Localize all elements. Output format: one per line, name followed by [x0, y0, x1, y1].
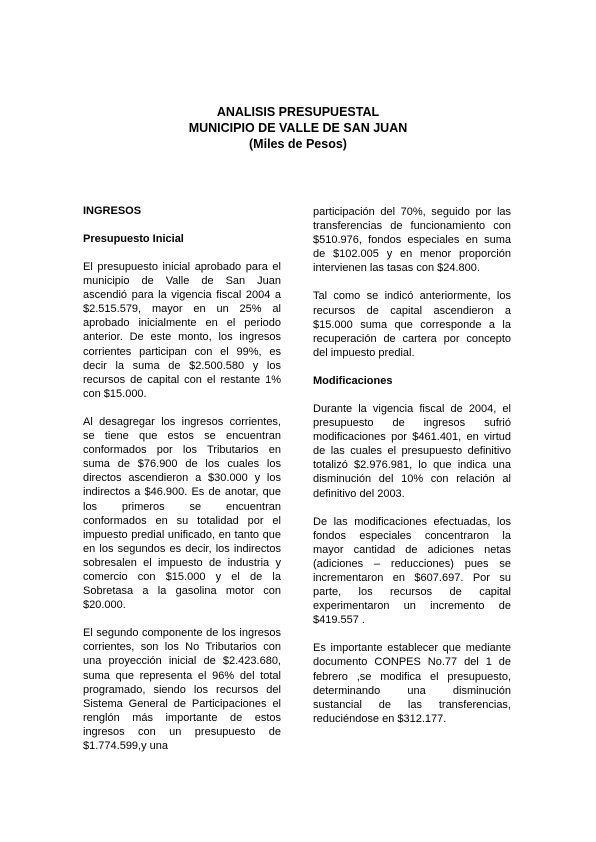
paragraph: Tal como se indicó anteriormente, los recursos de capital ascendieron a $15.000 suma que corresponde a la recuperación de cartera por concepto del impuesto predial.: [313, 290, 511, 359]
paragraph: Al desagregar los ingresos corrientes, se tiene que estos se encuentran conformados por los Tributarios en suma de $76.900 de los cuales los directos ascendieron a $30.000 y los indirectos a $46.900. Es de anotar, que los primeros se encuentran conformados en su totalidad por el impuesto predial unificado, en tanto que en los segundos es decir, los indirectos sobresalen el impuesto de industria y comercio con $15.000 y el de la Sobretasa a la gasolina motor con $20.000.: [83, 415, 281, 612]
right-column: [313, 205, 511, 740]
document-title: [0, 104, 596, 152]
subheading-modificaciones: Modificaciones: [313, 374, 393, 387]
paragraph: El segundo componente de los ingresos corrientes, son los No Tributarios con una proyección inicial de $2.423.680, suma que representa el 96% del total programado, siendo los recursos del Sistema General de Participaciones el renglón más importante de estos ingresos con un presupuesto de $1.774.599,y una: [83, 627, 281, 752]
paragraph: El presupuesto inicial aprobado para el municipio de Valle de San Juan ascendió para la vigencia fiscal 2004 a $2.515.579, mayor en un 25% al aprobado inicialmente en el periodo anterior. De este monto, los ingresos corrientes participan con el 99%, es decir la suma de $2.500.580 y los recursos de capital con el restante 1% con $15.000.: [83, 261, 281, 400]
title-line-2: MUNICIPIO DE VALLE DE SAN JUAN: [188, 121, 408, 135]
paragraph: Durante la vigencia fiscal de 2004, el presupuesto de ingresos sufrió modificaciones por $461.401, en virtud de las cuales el presupuesto definitivo totalizó $2.976.981, lo que indica una disminución del 10% con relación al definitivo del 2003.: [313, 402, 511, 500]
paragraph: Es importante establecer que mediante documento CONPES No.77 del 1 de febrero ,se modifica el presupuesto, determinando una disminución sustancial de las transferencias, reduciéndose en $312.177.: [313, 642, 511, 725]
paragraph: De las modificaciones efectuadas, los fondos especiales concentraron la mayor cantidad de adiciones netas (adiciones – reducciones) pues se incrementaron en $607.697. Por su parte, los recursos de capital experimentaron un incremento de $419.557 .: [313, 515, 511, 627]
section-heading-ingresos: INGRESOS: [83, 205, 142, 217]
paragraph: participación del 70%, seguido por las transferencias de funcionamiento con $510.976, fondos especiales en suma de $102.005 y en menor proporción intervienen las tasas con $24.800.: [313, 206, 511, 275]
left-column: [83, 204, 281, 767]
subheading-presupuesto-inicial: Presupuesto Inicial: [83, 233, 184, 245]
title-line-3: (Miles de Pesos): [249, 137, 347, 151]
title-line-1: ANALISIS PRESUPUESTAL: [216, 105, 380, 119]
